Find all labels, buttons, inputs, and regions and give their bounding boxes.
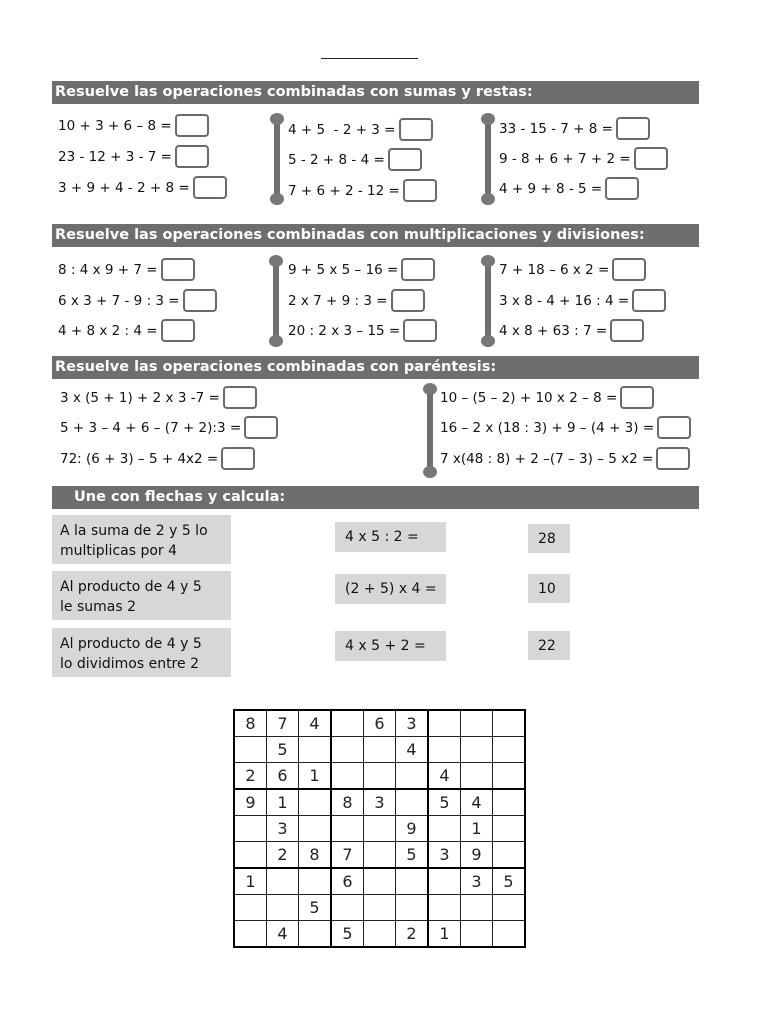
sudoku-cell[interactable]: 5: [331, 921, 364, 948]
statement-card[interactable]: [52, 628, 231, 677]
sudoku-cell[interactable]: [364, 737, 396, 763]
sudoku-cell[interactable]: [267, 868, 299, 895]
sudoku-cell[interactable]: 3: [396, 710, 429, 737]
operation-row: [499, 147, 668, 170]
expression-card[interactable]: [335, 631, 446, 661]
result-card[interactable]: [528, 524, 570, 553]
sudoku-cell[interactable]: 5: [299, 895, 332, 921]
sudoku-cell[interactable]: [428, 868, 461, 895]
operation-text: 5 - 2 + 8 - 4 =: [288, 151, 385, 168]
statement-line: multiplicas por 4: [60, 543, 178, 559]
answer-box[interactable]: [616, 117, 650, 140]
sudoku-cell[interactable]: [364, 921, 396, 948]
operation-row: [288, 289, 425, 312]
sudoku-cell[interactable]: 4: [396, 737, 429, 763]
sudoku-cell[interactable]: [428, 737, 461, 763]
sudoku-cell[interactable]: 1: [234, 868, 267, 895]
expression-card[interactable]: [335, 522, 446, 552]
answer-box[interactable]: [656, 447, 690, 470]
result-card[interactable]: [528, 631, 570, 660]
answer-box[interactable]: [632, 289, 666, 312]
sudoku-cell[interactable]: [461, 895, 493, 921]
sudoku-row: [234, 710, 525, 737]
sudoku-cell[interactable]: [331, 895, 364, 921]
sudoku-cell[interactable]: 4: [267, 921, 299, 948]
sudoku-cell[interactable]: [493, 763, 526, 790]
sudoku-row: [234, 737, 525, 763]
answer-box[interactable]: [244, 416, 278, 439]
sudoku-cell[interactable]: [331, 816, 364, 842]
sudoku-cell[interactable]: 9: [234, 789, 267, 816]
sudoku-cell[interactable]: [396, 789, 429, 816]
sudoku-cell[interactable]: 1: [267, 789, 299, 816]
expression-text: 4 x 5 : 2 =: [345, 529, 419, 545]
operation-text: 4 + 8 x 2 : 4 =: [58, 322, 158, 339]
answer-box[interactable]: [605, 177, 639, 200]
operation-text: 5 + 3 – 4 + 6 – (7 + 2):3 =: [60, 419, 242, 436]
answer-box[interactable]: [657, 416, 691, 439]
bracket-connector: [481, 255, 495, 347]
sudoku-cell[interactable]: 5: [428, 789, 461, 816]
sudoku-cell[interactable]: 1: [299, 763, 332, 790]
sudoku-cell[interactable]: 2: [267, 842, 299, 869]
operation-text: 2 x 7 + 9 : 3 =: [288, 292, 388, 309]
sudoku-cell[interactable]: 9: [396, 816, 429, 842]
sudoku-cell[interactable]: 7: [331, 842, 364, 869]
operation-text: 7 + 18 – 6 x 2 =: [499, 261, 610, 278]
operation-text: 9 + 5 x 5 – 16 =: [288, 261, 399, 278]
operation-row: [499, 177, 639, 200]
sudoku-cell[interactable]: [299, 868, 332, 895]
operation-text: 7 x(48 : 8) + 2 –(7 – 3) – 5 x2 =: [440, 450, 654, 467]
sudoku-cell[interactable]: [364, 763, 396, 790]
sudoku-cell[interactable]: [364, 842, 396, 869]
sudoku-cell[interactable]: 5: [493, 868, 526, 895]
sudoku-row: [234, 842, 525, 869]
sudoku-cell[interactable]: 5: [267, 737, 299, 763]
operation-row: [60, 386, 257, 409]
sudoku-cell[interactable]: [267, 895, 299, 921]
sudoku-cell[interactable]: [299, 737, 332, 763]
operation-text: 72: (6 + 3) – 5 + 4x2 =: [60, 450, 219, 467]
answer-box[interactable]: [193, 176, 227, 199]
sudoku-cell[interactable]: [461, 921, 493, 948]
answer-box[interactable]: [399, 118, 433, 141]
sudoku-row: [234, 868, 525, 895]
sudoku-cell[interactable]: [493, 921, 526, 948]
sudoku-cell[interactable]: 7: [267, 710, 299, 737]
operation-text: 3 + 9 + 4 - 2 + 8 =: [58, 179, 190, 196]
operation-row: [58, 145, 209, 168]
sudoku-cell[interactable]: [461, 737, 493, 763]
sudoku-row: [234, 763, 525, 790]
sudoku-cell[interactable]: 6: [267, 763, 299, 790]
sudoku-cell[interactable]: [493, 895, 526, 921]
sudoku-cell[interactable]: [299, 789, 332, 816]
sudoku-cell[interactable]: 1: [428, 921, 461, 948]
operation-row: [58, 114, 209, 137]
section3-header: Resuelve las operaciones combinadas con paréntesis:: [52, 356, 699, 379]
operation-text: 33 - 15 - 7 + 8 =: [499, 120, 613, 137]
operation-row: [440, 386, 654, 409]
sudoku-cell[interactable]: [396, 763, 429, 790]
sudoku-cell[interactable]: [493, 710, 526, 737]
result-card[interactable]: [528, 574, 570, 603]
sudoku-cell[interactable]: 9: [461, 842, 493, 869]
operation-row: [288, 118, 433, 141]
operation-row: [499, 319, 644, 342]
expression-text: 4 x 5 + 2 =: [345, 638, 426, 654]
sudoku-cell[interactable]: [428, 895, 461, 921]
sudoku-cell[interactable]: 6: [364, 710, 396, 737]
answer-box[interactable]: [161, 258, 195, 281]
sudoku-cell[interactable]: [493, 816, 526, 842]
answer-box[interactable]: [221, 447, 255, 470]
operation-text: 4 + 9 + 8 - 5 =: [499, 180, 603, 197]
operation-text: 9 - 8 + 6 + 7 + 2 =: [499, 150, 631, 167]
operation-row: [440, 416, 691, 439]
sudoku-cell[interactable]: [234, 895, 267, 921]
answer-box[interactable]: [403, 179, 437, 202]
sudoku-cell[interactable]: [299, 921, 332, 948]
sudoku-cell[interactable]: 3: [267, 816, 299, 842]
operation-row: [58, 258, 195, 281]
sudoku-cell[interactable]: 3: [461, 868, 493, 895]
operation-row: [499, 117, 650, 140]
sudoku-cell[interactable]: [428, 710, 461, 737]
statement-line: Al producto de 4 y 5: [60, 636, 202, 652]
operation-text: 6 x 3 + 7 - 9 : 3 =: [58, 292, 180, 309]
sudoku-cell[interactable]: 5: [396, 842, 429, 869]
answer-box[interactable]: [175, 114, 209, 137]
sudoku-cell[interactable]: [331, 763, 364, 790]
sudoku-cell[interactable]: 2: [234, 763, 267, 790]
bracket-connector: [269, 255, 283, 347]
operation-row: [499, 289, 666, 312]
statement-line: A la suma de 2 y 5 lo: [60, 523, 208, 539]
operation-text: 10 – (5 – 2) + 10 x 2 – 8 =: [440, 389, 618, 406]
sudoku-cell[interactable]: [299, 816, 332, 842]
operation-text: 20 : 2 x 3 – 15 =: [288, 322, 401, 339]
answer-box[interactable]: [610, 319, 644, 342]
bracket-connector: [270, 113, 284, 205]
answer-box[interactable]: [223, 386, 257, 409]
expression-card[interactable]: [335, 574, 446, 604]
sudoku-cell[interactable]: 4: [461, 789, 493, 816]
operation-row: [60, 416, 278, 439]
operation-text: 4 x 8 + 63 : 7 =: [499, 322, 608, 339]
sudoku-cell[interactable]: 2: [396, 921, 429, 948]
sudoku-grid: [233, 709, 526, 948]
sudoku-cell[interactable]: [396, 895, 429, 921]
sudoku-cell[interactable]: 8: [234, 710, 267, 737]
answer-box[interactable]: [391, 289, 425, 312]
operation-row: [499, 258, 646, 281]
answer-box[interactable]: [183, 289, 217, 312]
sudoku-cell[interactable]: [493, 842, 526, 869]
sudoku-cell[interactable]: [428, 816, 461, 842]
sudoku-cell[interactable]: 1: [461, 816, 493, 842]
sudoku-cell[interactable]: 8: [299, 842, 332, 869]
operation-text: 8 : 4 x 9 + 7 =: [58, 261, 158, 278]
operation-row: [288, 179, 437, 202]
statement-line: lo dividimos entre 2: [60, 656, 199, 672]
answer-box[interactable]: [634, 147, 668, 170]
result-text: 10: [538, 580, 556, 597]
sudoku-row: [234, 816, 525, 842]
sudoku-row: [234, 789, 525, 816]
answer-box[interactable]: [403, 319, 437, 342]
result-text: 22: [538, 637, 556, 654]
operation-text: 10 + 3 + 6 – 8 =: [58, 117, 172, 134]
statement-card[interactable]: [52, 571, 231, 620]
expression-text: (2 + 5) x 4 =: [345, 581, 437, 597]
operation-row: [440, 447, 690, 470]
sudoku-cell[interactable]: [396, 868, 429, 895]
operation-text: 16 – 2 x (18 : 3) + 9 – (4 + 3) =: [440, 419, 655, 436]
bracket-connector: [481, 113, 495, 205]
operation-row: [58, 289, 217, 312]
answer-box[interactable]: [401, 258, 435, 281]
operation-text: 23 - 12 + 3 - 7 =: [58, 148, 172, 165]
section1-header: Resuelve las operaciones combinadas con sumas y restas:: [52, 81, 699, 104]
sudoku-cell[interactable]: 8: [331, 789, 364, 816]
sudoku-cell[interactable]: 6: [331, 868, 364, 895]
result-text: 28: [538, 530, 556, 547]
sudoku-cell[interactable]: [234, 816, 267, 842]
sudoku-row: [234, 921, 525, 948]
operation-row: [288, 319, 437, 342]
section2-header: Resuelve las operaciones combinadas con multiplicaciones y divisiones:: [52, 224, 699, 247]
operation-text: 3 x (5 + 1) + 2 x 3 -7 =: [60, 389, 220, 406]
answer-box[interactable]: [388, 148, 422, 171]
sudoku-cell[interactable]: [331, 710, 364, 737]
operation-row: [58, 319, 195, 342]
answer-box[interactable]: [175, 145, 209, 168]
statement-card[interactable]: [52, 515, 231, 564]
statement-line: le sumas 2: [60, 599, 136, 615]
sudoku-cell[interactable]: [234, 921, 267, 948]
sudoku-cell[interactable]: [364, 868, 396, 895]
sudoku-cell[interactable]: 3: [364, 789, 396, 816]
statement-line: Al producto de 4 y 5: [60, 579, 202, 595]
answer-box[interactable]: [161, 319, 195, 342]
sudoku-cell[interactable]: [364, 895, 396, 921]
sudoku-cell[interactable]: 3: [428, 842, 461, 869]
section4-header: Une con flechas y calcula:: [52, 486, 699, 509]
sudoku-cell[interactable]: [461, 710, 493, 737]
operation-text: 4 + 5 - 2 + 3 =: [288, 121, 396, 138]
answer-box[interactable]: [620, 386, 654, 409]
operation-row: [288, 148, 422, 171]
sudoku-cell[interactable]: 4: [299, 710, 332, 737]
bracket-connector: [423, 383, 437, 478]
answer-box[interactable]: [612, 258, 646, 281]
operation-text: 7 + 6 + 2 - 12 =: [288, 182, 400, 199]
sudoku-cell[interactable]: [234, 737, 267, 763]
operation-text: 3 x 8 - 4 + 16 : 4 =: [499, 292, 630, 309]
sudoku-cell[interactable]: 4: [428, 763, 461, 790]
sudoku-cell[interactable]: [234, 842, 267, 869]
sudoku-row: [234, 895, 525, 921]
operation-row: [60, 447, 255, 470]
operation-row: [288, 258, 435, 281]
sudoku-cell[interactable]: [364, 816, 396, 842]
sudoku-cell[interactable]: [331, 737, 364, 763]
sudoku-cell[interactable]: [493, 789, 526, 816]
sudoku-cell[interactable]: [493, 737, 526, 763]
operation-row: [58, 176, 227, 199]
sudoku-cell[interactable]: [461, 763, 493, 790]
title-underline: [321, 58, 418, 59]
